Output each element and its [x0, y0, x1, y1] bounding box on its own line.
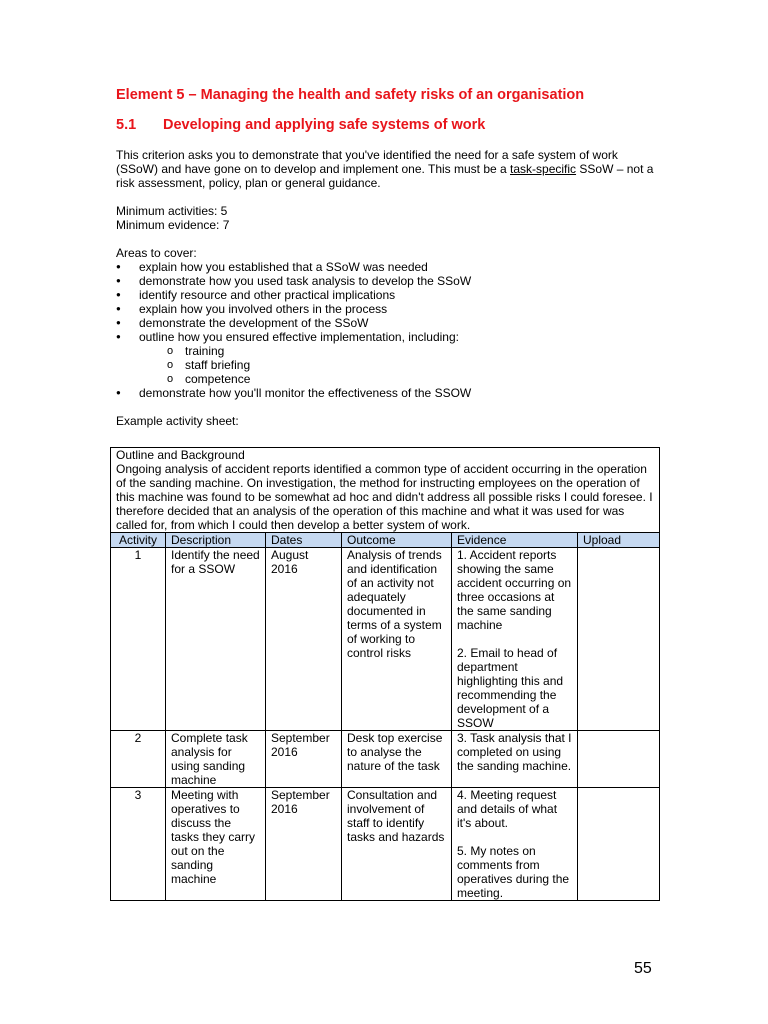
header-outcome: Outcome: [342, 533, 452, 548]
outcome-cell: Consultation and involvement of staff to identify tasks and hazards: [342, 788, 452, 901]
description-cell: Complete task analysis for using sanding machine: [166, 731, 266, 788]
outline-row: [111, 448, 660, 533]
header-row: [111, 533, 660, 548]
outline-cell: [111, 448, 660, 533]
minimum-evidence: Minimum evidence: 7: [116, 218, 230, 232]
dates-cell: August 2016: [266, 548, 342, 731]
list-item: ● demonstrate the development of the SSoW: [116, 316, 656, 330]
description-cell: Identify the need for a SSOW: [166, 548, 266, 731]
intro-text: This criterion asks you to demonstrate that you've identified the need for a safe system of work (SSoW) and have gone on to develop and implement one. This must be a: [116, 148, 618, 176]
dates-cell: September 2016: [266, 788, 342, 901]
activity-number: 3: [111, 788, 166, 901]
minimums: [116, 204, 656, 232]
list-item: ● outline how you ensured effective implementation, including:: [116, 330, 656, 344]
description-cell: Meeting with operatives to discuss the tasks they carry out on the sanding machine: [166, 788, 266, 901]
section-number: 5.1: [116, 117, 137, 133]
intro-paragraph: [116, 148, 656, 190]
table-row: [111, 548, 660, 731]
outcome-cell: Desk top exercise to analyse the nature of the task: [342, 731, 452, 788]
evidence-cell: [452, 731, 578, 788]
areas-list-end: [116, 386, 656, 400]
list-item: ● demonstrate how you'll monitor the effectiveness of the SSOW: [116, 386, 656, 400]
example-label: Example activity sheet:: [116, 414, 239, 428]
table-row: [111, 788, 660, 901]
activity-sheet-table: [110, 447, 660, 901]
document-page: [116, 86, 656, 428]
implementation-sublist: [116, 344, 656, 386]
areas-label: Areas to cover:: [116, 246, 197, 260]
intro-text-end: SSoW – not a risk assessment, policy, plan or general guidance.: [116, 162, 654, 190]
section-title: Developing and applying safe systems of work: [163, 117, 486, 133]
areas-list: [116, 260, 656, 344]
evidence-item: 3. Task analysis that I completed on using the sanding machine.: [457, 731, 572, 773]
header-dates: Dates: [266, 533, 342, 548]
list-item: ● identify resource and other practical implications: [116, 288, 656, 302]
header-upload: Upload: [578, 533, 660, 548]
list-item: ● explain how you involved others in the process: [116, 302, 656, 316]
header-activity: Activity: [111, 533, 166, 548]
evidence-item: 2. Email to head of department highlighting this and recommending the development of a SSOW: [457, 646, 564, 730]
header-evidence: Evidence: [452, 533, 578, 548]
sub-list-item: o staff briefing: [167, 358, 656, 372]
sub-list-item: o competence: [167, 372, 656, 386]
minimum-activities: Minimum activities: 5: [116, 204, 228, 218]
section-heading: [116, 116, 656, 134]
activity-number: 2: [111, 731, 166, 788]
activity-number: 1: [111, 548, 166, 731]
evidence-item: 4. Meeting request and details of what it's about.: [457, 788, 558, 830]
table-row: [111, 731, 660, 788]
outline-title: Outline and Background: [116, 448, 245, 462]
list-item: ● explain how you established that a SSoW was needed: [116, 260, 656, 274]
page-number: 55: [634, 960, 652, 977]
header-description: Description: [166, 533, 266, 548]
list-item: ● demonstrate how you used task analysis to develop the SSoW: [116, 274, 656, 288]
element-heading: Element 5 – Managing the health and safety risks of an organisation: [116, 87, 585, 103]
evidence-item: 1. Accident reports showing the same accident occurring on three occasions at the same sanding machine: [457, 548, 572, 632]
dates-cell: September 2016: [266, 731, 342, 788]
upload-cell[interactable]: [578, 548, 660, 731]
evidence-cell: [452, 788, 578, 901]
sub-list-item: o training: [167, 344, 656, 358]
outcome-cell: Analysis of trends and identification of an activity not adequately documented in terms of a system of working to control risks: [342, 548, 452, 731]
evidence-cell: [452, 548, 578, 731]
outline-text: Ongoing analysis of accident reports identified a common type of accident occurring in the operation of the sanding machine. On investigation, the method for instructing employees on the operation of this machine was found to be somewhat ad hoc and didn't address all possible risks I could foresee. I therefore decided that an analysis of the operation of this machine and what it was used for was called for, from which I could then develop a better system of work.: [116, 462, 653, 532]
upload-cell[interactable]: [578, 731, 660, 788]
task-specific-link[interactable]: task-specific: [510, 162, 577, 176]
upload-cell[interactable]: [578, 788, 660, 901]
areas-to-cover: [116, 246, 656, 400]
evidence-item: 5. My notes on comments from operatives during the meeting.: [457, 844, 570, 900]
